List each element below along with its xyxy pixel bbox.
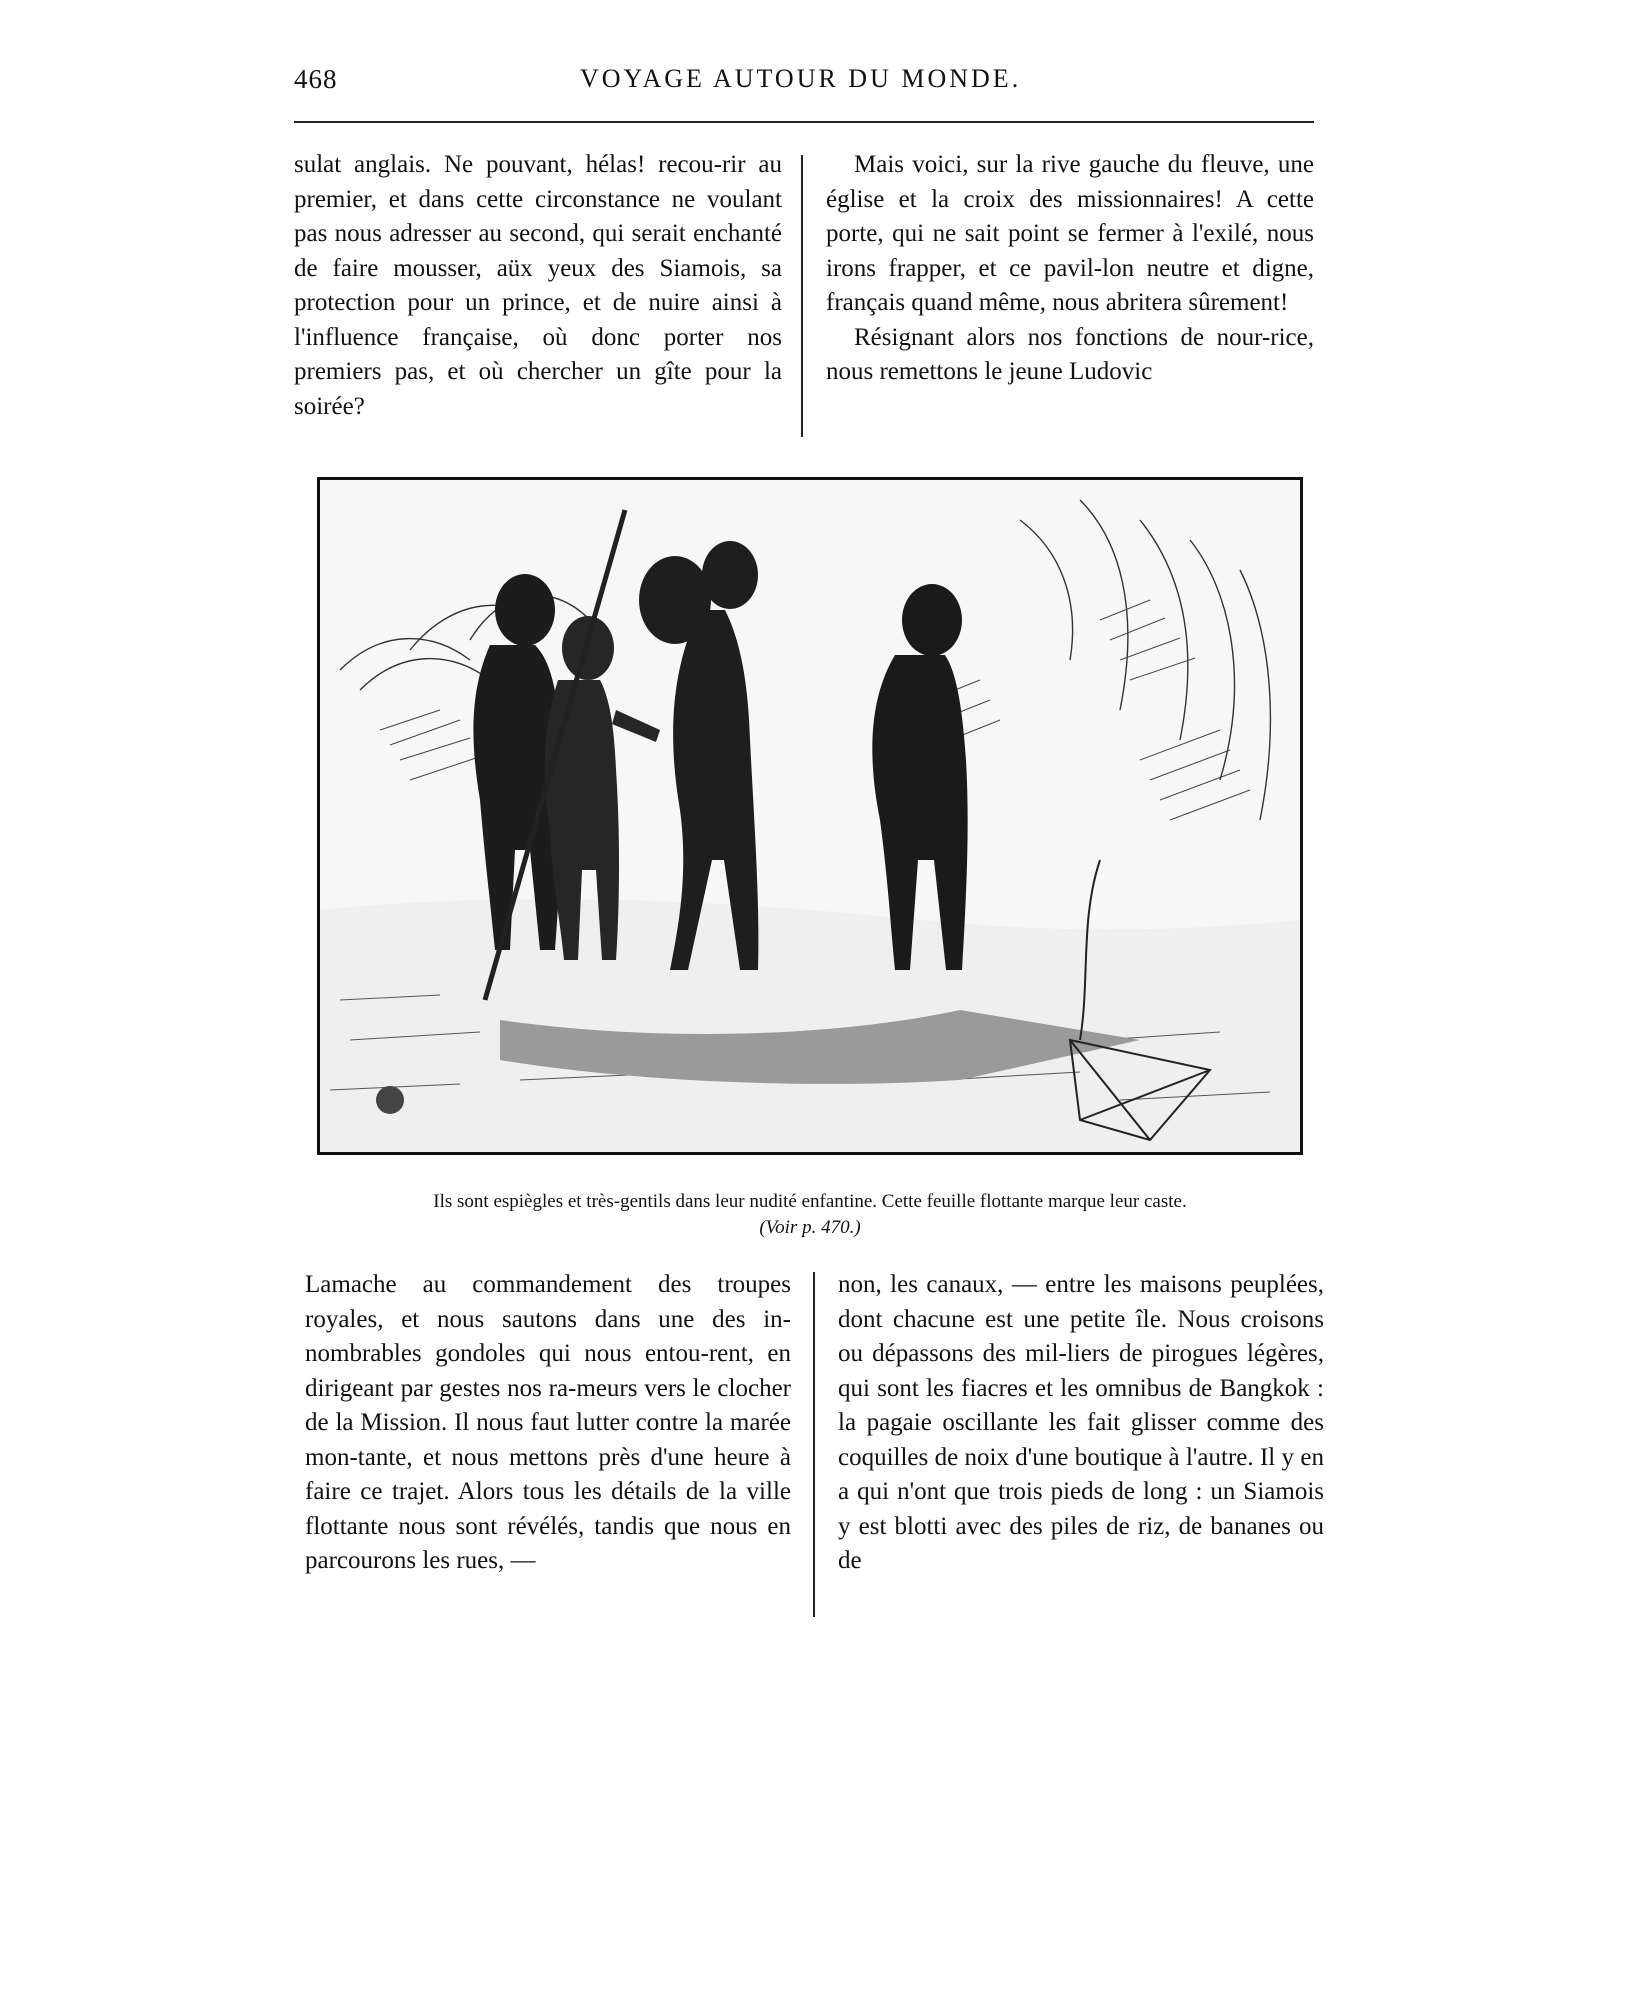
column-divider [801,155,803,437]
figure-caption [317,1189,1303,1241]
column-divider [813,1272,815,1617]
paragraph: sulat anglais. Ne pouvant, hélas! recou-rir au premier, et dans cette circonstance ne voulant pas nous adresser au second, qui serait enchanté de faire mousser, aüx yeux des Siamois, sa protection pour un prince, et de nuire ainsi à l'influence française, où donc porter nos premiers pas, et où chercher un gîte pour la soirée? [294,151,782,420]
paragraph: Lamache au commandement des troupes royales, et nous sautons dans une des in-nombrables gondoles qui nous entou-rent, en dirigeant par gestes nos ra-meurs vers le clocher de la Mission. Il nous faut lutter contre la marée mon-tante, et nous mettons près d'une heure à faire ce trajet. Alors tous les détails de la ville flottante nous sont révélés, tandis que nous en parcourons les rues, — [305,1271,791,1574]
engraving-drawing [320,480,1300,1152]
paragraph: Mais voici, sur la rive gauche du fleuve, une église et la croix des missionnaires! A cette porte, qui ne sait point se fermer à l'exilé, nous irons frapper, et ce pavil-lon neutre et digne, français quand même, nous abritera sûrement! [826,151,1314,316]
page-number: 468 [294,64,338,94]
top-left-column [294,148,782,424]
running-title: VOYAGE AUTOUR DU MONDE. [580,64,1022,93]
caption-text: Ils sont espiègles et très-gentils dans leur nudité enfantine. Cette feuille flottante marque leur caste. [433,1191,1187,1212]
paragraph: Résignant alors nos fonctions de nour-rice, nous remettons le jeune Ludovic [826,323,1314,385]
bottom-right-column [838,1268,1324,1579]
engraving-illustration [317,477,1303,1155]
paragraph: non, les canaux, — entre les maisons peuplées, dont chacune est une petite île. Nous croisons ou dépassons des mil-liers de pirogues légères, qui sont les fiacres et les omnibus de Bangkok : la pagaie oscillante les fait glisser comme des coquilles de noix d'une boutique à l'autre. Il y en a qui n'ont que trois pieds de long : un Siamois y est blotti avec des piles de riz, de bananes ou de [838,1271,1324,1574]
header-rule [294,121,1314,123]
bottom-left-column [305,1268,791,1579]
top-right-column [826,148,1314,390]
caption-reference: (Voir p. 470.) [759,1217,861,1238]
